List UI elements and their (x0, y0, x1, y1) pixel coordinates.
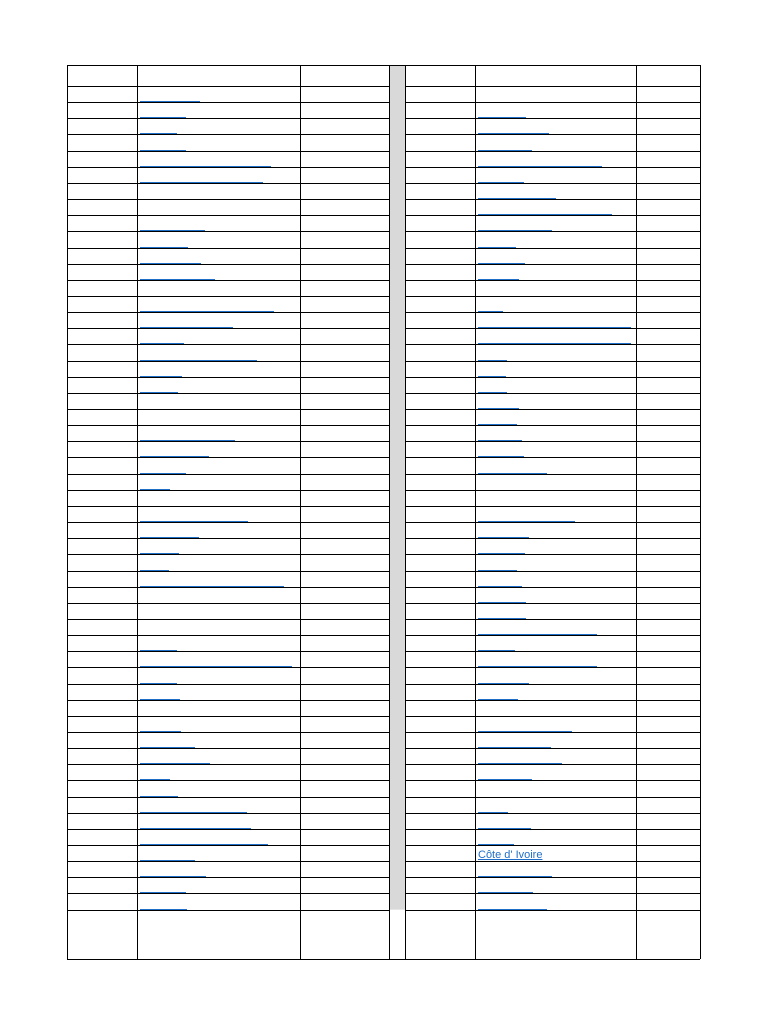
right-hyperlink[interactable] (478, 570, 517, 571)
left-hyperlink[interactable] (140, 247, 188, 248)
left-hyperlink[interactable] (140, 892, 186, 893)
right-hyperlink[interactable] (478, 699, 518, 700)
left-hyperlink[interactable] (140, 909, 187, 910)
left-hyperlink[interactable] (140, 731, 181, 732)
left-hyperlink[interactable] (140, 763, 210, 764)
left-hyperlink[interactable] (140, 473, 186, 474)
right-hyperlink[interactable] (478, 602, 526, 603)
left-hyperlink[interactable] (140, 133, 177, 134)
right-hyperlink[interactable] (478, 456, 524, 457)
right-hyperlink[interactable] (478, 844, 514, 845)
left-hyperlink[interactable] (140, 812, 247, 813)
left-hyperlink[interactable] (140, 570, 169, 571)
left-hyperlink[interactable] (140, 166, 271, 167)
right-hyperlink[interactable] (478, 634, 597, 635)
right-hyperlink[interactable] (478, 182, 524, 183)
right-hyperlink[interactable] (478, 763, 562, 764)
right-hyperlink[interactable] (478, 133, 549, 134)
left-hyperlink[interactable] (140, 392, 178, 393)
left-hyperlink[interactable] (140, 456, 209, 457)
right-hyperlink[interactable] (478, 779, 532, 780)
right-hyperlink[interactable] (478, 214, 612, 215)
right-hyperlink[interactable] (478, 892, 533, 893)
left-hyperlink[interactable] (140, 699, 180, 700)
left-hyperlink[interactable] (140, 376, 182, 377)
left-hyperlink[interactable] (140, 779, 170, 780)
left-hyperlink[interactable] (140, 521, 248, 522)
right-hyperlink[interactable] (478, 263, 525, 264)
left-hyperlink[interactable] (140, 860, 195, 861)
right-hyperlink[interactable] (478, 360, 507, 361)
left-hyperlink[interactable] (140, 311, 274, 312)
left-hyperlink[interactable] (140, 327, 233, 328)
left-hyperlink[interactable] (140, 360, 257, 361)
right-hyperlink[interactable] (478, 586, 522, 587)
right-hyperlink[interactable] (478, 343, 631, 344)
left-hyperlink[interactable] (140, 279, 215, 280)
right-hyperlink[interactable] (478, 230, 552, 231)
right-hyperlink[interactable] (478, 521, 575, 522)
left-hyperlink[interactable] (140, 844, 268, 845)
right-hyperlink[interactable] (478, 247, 516, 248)
right-hyperlink[interactable] (478, 876, 552, 877)
left-hyperlink[interactable] (140, 537, 199, 538)
right-hyperlink[interactable] (478, 828, 531, 829)
right-hyperlink[interactable] (478, 376, 506, 377)
right-hyperlink[interactable] (478, 198, 556, 199)
left-hyperlink[interactable] (140, 230, 205, 231)
left-hyperlink[interactable] (140, 876, 206, 877)
right-hyperlink[interactable] (478, 408, 519, 409)
right-hyperlink[interactable] (478, 166, 602, 167)
left-hyperlink[interactable] (140, 666, 292, 667)
left-hyperlink[interactable] (140, 553, 179, 554)
right-hyperlink[interactable] (478, 553, 525, 554)
right-hyperlink[interactable] (478, 311, 503, 312)
right-hyperlink[interactable] (478, 618, 526, 619)
left-hyperlink[interactable] (140, 828, 251, 829)
right-hyperlink[interactable] (478, 666, 597, 667)
left-hyperlink[interactable] (140, 650, 177, 651)
right-hyperlink[interactable] (478, 473, 547, 474)
left-hyperlink[interactable] (140, 117, 186, 118)
right-hyperlink[interactable] (478, 327, 631, 328)
left-hyperlink[interactable] (140, 796, 178, 797)
right-hyperlink[interactable] (478, 731, 572, 732)
right-hyperlink[interactable] (478, 909, 547, 910)
column-divider-shading (389, 65, 405, 910)
right-hyperlink[interactable] (478, 537, 529, 538)
right-hyperlink[interactable] (478, 683, 529, 684)
left-hyperlink[interactable] (140, 343, 184, 344)
left-hyperlink[interactable] (140, 747, 195, 748)
left-hyperlink[interactable] (140, 182, 263, 183)
right-hyperlink[interactable] (478, 117, 526, 118)
right-hyperlink[interactable] (478, 392, 507, 393)
country-link[interactable]: Côte d' Ivoire (478, 849, 543, 861)
right-hyperlink[interactable] (478, 150, 532, 151)
left-hyperlink[interactable] (140, 150, 186, 151)
right-hyperlink[interactable] (478, 279, 519, 280)
right-hyperlink[interactable] (478, 424, 517, 425)
right-hyperlink[interactable] (478, 747, 551, 748)
left-hyperlink[interactable] (140, 489, 170, 490)
right-hyperlink[interactable] (478, 440, 522, 441)
left-hyperlink[interactable] (140, 101, 200, 102)
right-hyperlink[interactable] (478, 650, 515, 651)
left-hyperlink[interactable] (140, 263, 201, 264)
left-hyperlink[interactable] (140, 586, 284, 587)
right-hyperlink[interactable] (478, 812, 508, 813)
left-hyperlink[interactable] (140, 440, 235, 441)
left-hyperlink[interactable] (140, 683, 177, 684)
